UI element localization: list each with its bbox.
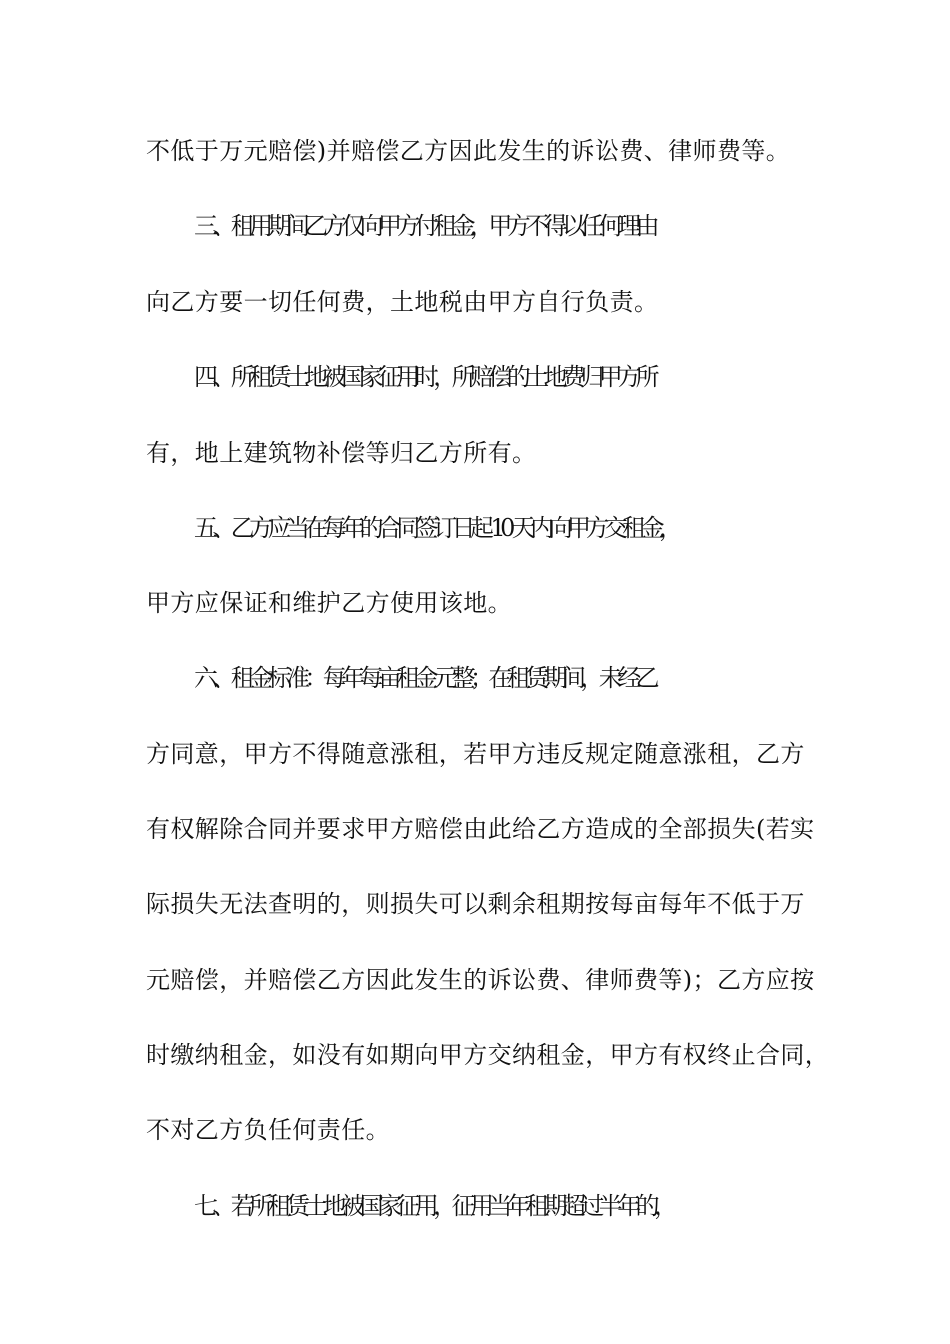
text-line: 有权解除合同并要求甲方赔偿由此给乙方造成的全部损失(若实 bbox=[146, 815, 815, 843]
clause-3-line: 三、租用期间乙方仅向甲方付租金，甲方不得以任何理由 bbox=[194, 212, 654, 240]
text-line: 际损失无法查明的，则损失可以剩余租期按每亩每年不低于万 bbox=[146, 890, 805, 918]
text-line: 方同意，甲方不得随意涨租，若甲方违反规定随意涨租，乙方 bbox=[146, 740, 805, 768]
text-line: 向乙方要一切任何费，土地税由甲方自行负责。 bbox=[146, 288, 659, 316]
text-line: 甲方应保证和维护乙方使用该地。 bbox=[146, 589, 512, 617]
text-line: 元赔偿，并赔偿乙方因此发生的诉讼费、律师费等)；乙方应按 bbox=[146, 966, 815, 994]
text-line: 有，地上建筑物补偿等归乙方所有。 bbox=[146, 439, 537, 467]
text-line: 时缴纳租金，如没有如期向甲方交纳租金，甲方有权终止合同， bbox=[146, 1041, 830, 1069]
text-line: 不对乙方负任何责任。 bbox=[146, 1116, 390, 1144]
text-line: 不低于万元赔偿)并赔偿乙方因此发生的诉讼费、律师费等。 bbox=[146, 137, 791, 165]
clause-7-line: 七、若所租赁土地被国家征用，征用当年租期超过半年的， bbox=[194, 1192, 673, 1220]
clause-4-line: 四、所租赁土地被国家征用时，所赔偿的土地费归甲方所 bbox=[194, 363, 654, 391]
clause-5-line: 五、乙方应当在每年的合同签订日起 10 天内向甲方交租金， bbox=[194, 514, 678, 542]
clause-6-line: 六、租金标准：每年每亩租金元整；在租赁期间，未经乙 bbox=[194, 664, 654, 692]
